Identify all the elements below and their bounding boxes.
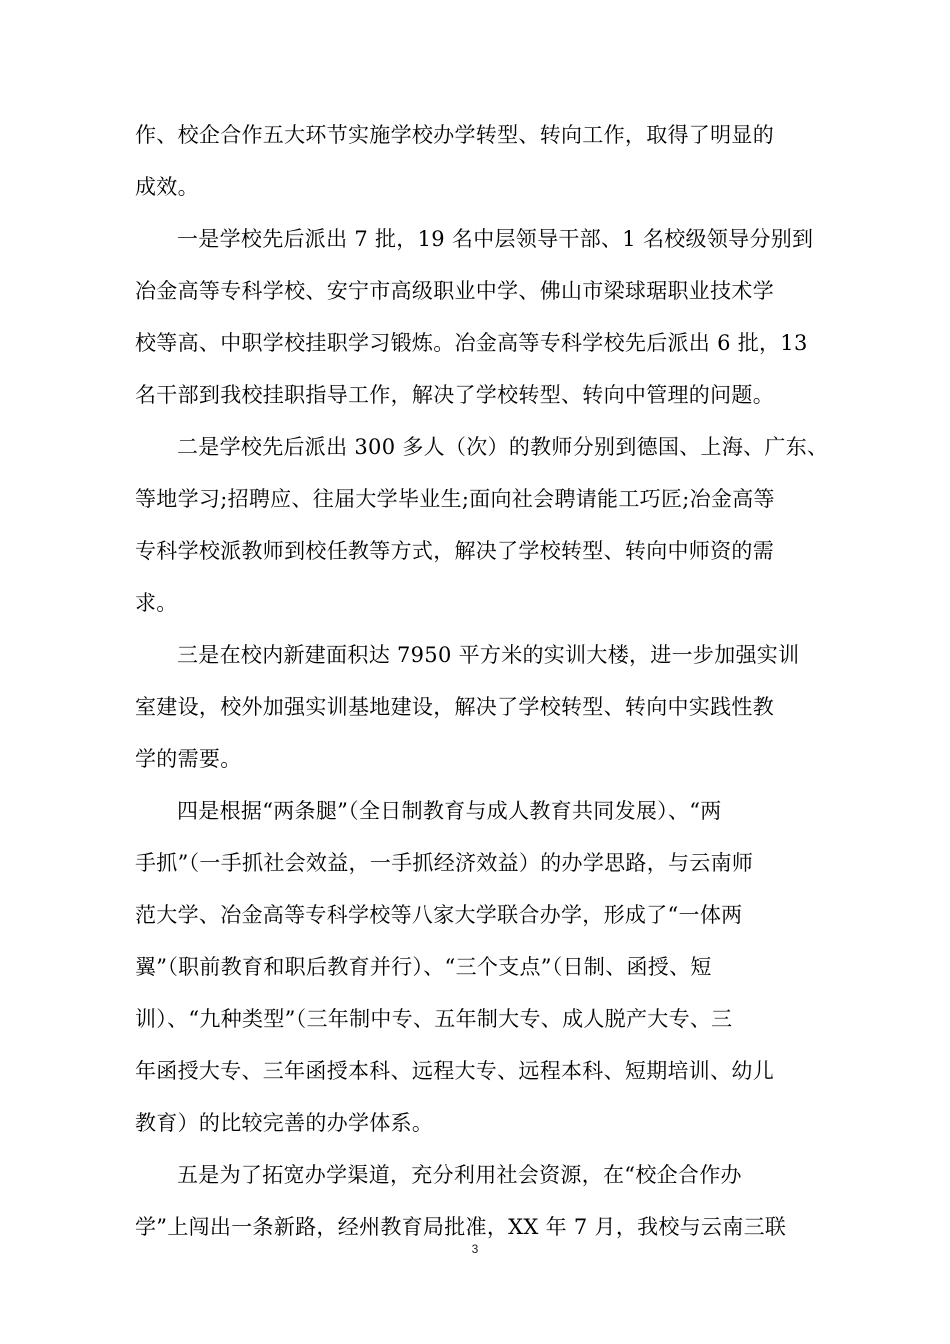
paragraph-2-line-2: 等地学习;招聘应、往届大学毕业生;面向社会聘请能工巧匠;冶金高等 xyxy=(135,487,775,511)
paragraph-2-line-1: 二是学校先后派出 300 多人（次）的教师分别到德国、上海、广东、 xyxy=(177,435,829,459)
paragraph-1-line-2: 冶金高等专科学校、安宁市高级职业中学、佛山市梁球琚职业技术学 xyxy=(135,279,774,303)
paragraph-1-line-3: 校等高、中职学校挂职学习锻炼。冶金高等专科学校先后派出 6 批，13 xyxy=(135,331,808,355)
paragraph-3-line-3: 学的需要。 xyxy=(135,747,242,771)
paragraph-3-line-1: 三是在校内新建面积达 7950 平方米的实训大楼，进一步加强实训 xyxy=(177,643,800,667)
paragraph-1-line-1: 一是学校先后派出 7 批，19 名中层领导干部、1 名校级领导分别到 xyxy=(177,227,814,251)
paragraph-4-line-4: 翼”（职前教育和职后教育并行）、“三个支点”（日制、函授、短 xyxy=(135,955,712,979)
paragraph-4-line-1: 四是根据“两条腿”（全日制教育与成人教育共同发展）、“两 xyxy=(177,799,722,823)
paragraph-3-line-2: 室建设，校外加强实训基地建设，解决了学校转型、转向中实践性教 xyxy=(135,695,774,719)
paragraph-4-line-2: 手抓”（一手抓社会效益，一手抓经济效益）的办学思路，与云南师 xyxy=(135,851,754,875)
paragraph-5-line-1: 五是为了拓宽办学渠道，充分利用社会资源，在“校企合作办 xyxy=(177,1163,742,1187)
paragraph-5-line-2: 学”上闯出一条新路，经州教育局批准，XX 年 7 月，我校与云南三联 xyxy=(135,1215,787,1239)
paragraph-2-line-3: 专科学校派教师到校任教等方式，解决了学校转型、转向中师资的需 xyxy=(135,539,774,563)
paragraph-2-line-4: 求。 xyxy=(135,591,178,615)
text-line-1: 作、校企合作五大环节实施学校办学转型、转向工作，取得了明显的 xyxy=(135,123,774,147)
paragraph-4-line-6: 年函授大专、三年函授本科、远程大专、远程本科、短期培训、幼儿 xyxy=(135,1059,774,1083)
paragraph-4-line-7: 教育）的比较完善的办学体系。 xyxy=(135,1111,434,1135)
paragraph-1-line-4: 名干部到我校挂职指导工作，解决了学校转型、转向中管理的问题。 xyxy=(135,383,774,407)
paragraph-4-line-5: 训）、“九种类型”（三年制中专、五年制大专、成人脱产大专、三 xyxy=(135,1007,733,1031)
text-line-2: 成效。 xyxy=(135,175,199,199)
paragraph-4-line-3: 范大学、冶金高等专科学校等八家大学联合办学，形成了“一体两 xyxy=(135,903,743,927)
page-number: 3 xyxy=(471,1242,479,1256)
